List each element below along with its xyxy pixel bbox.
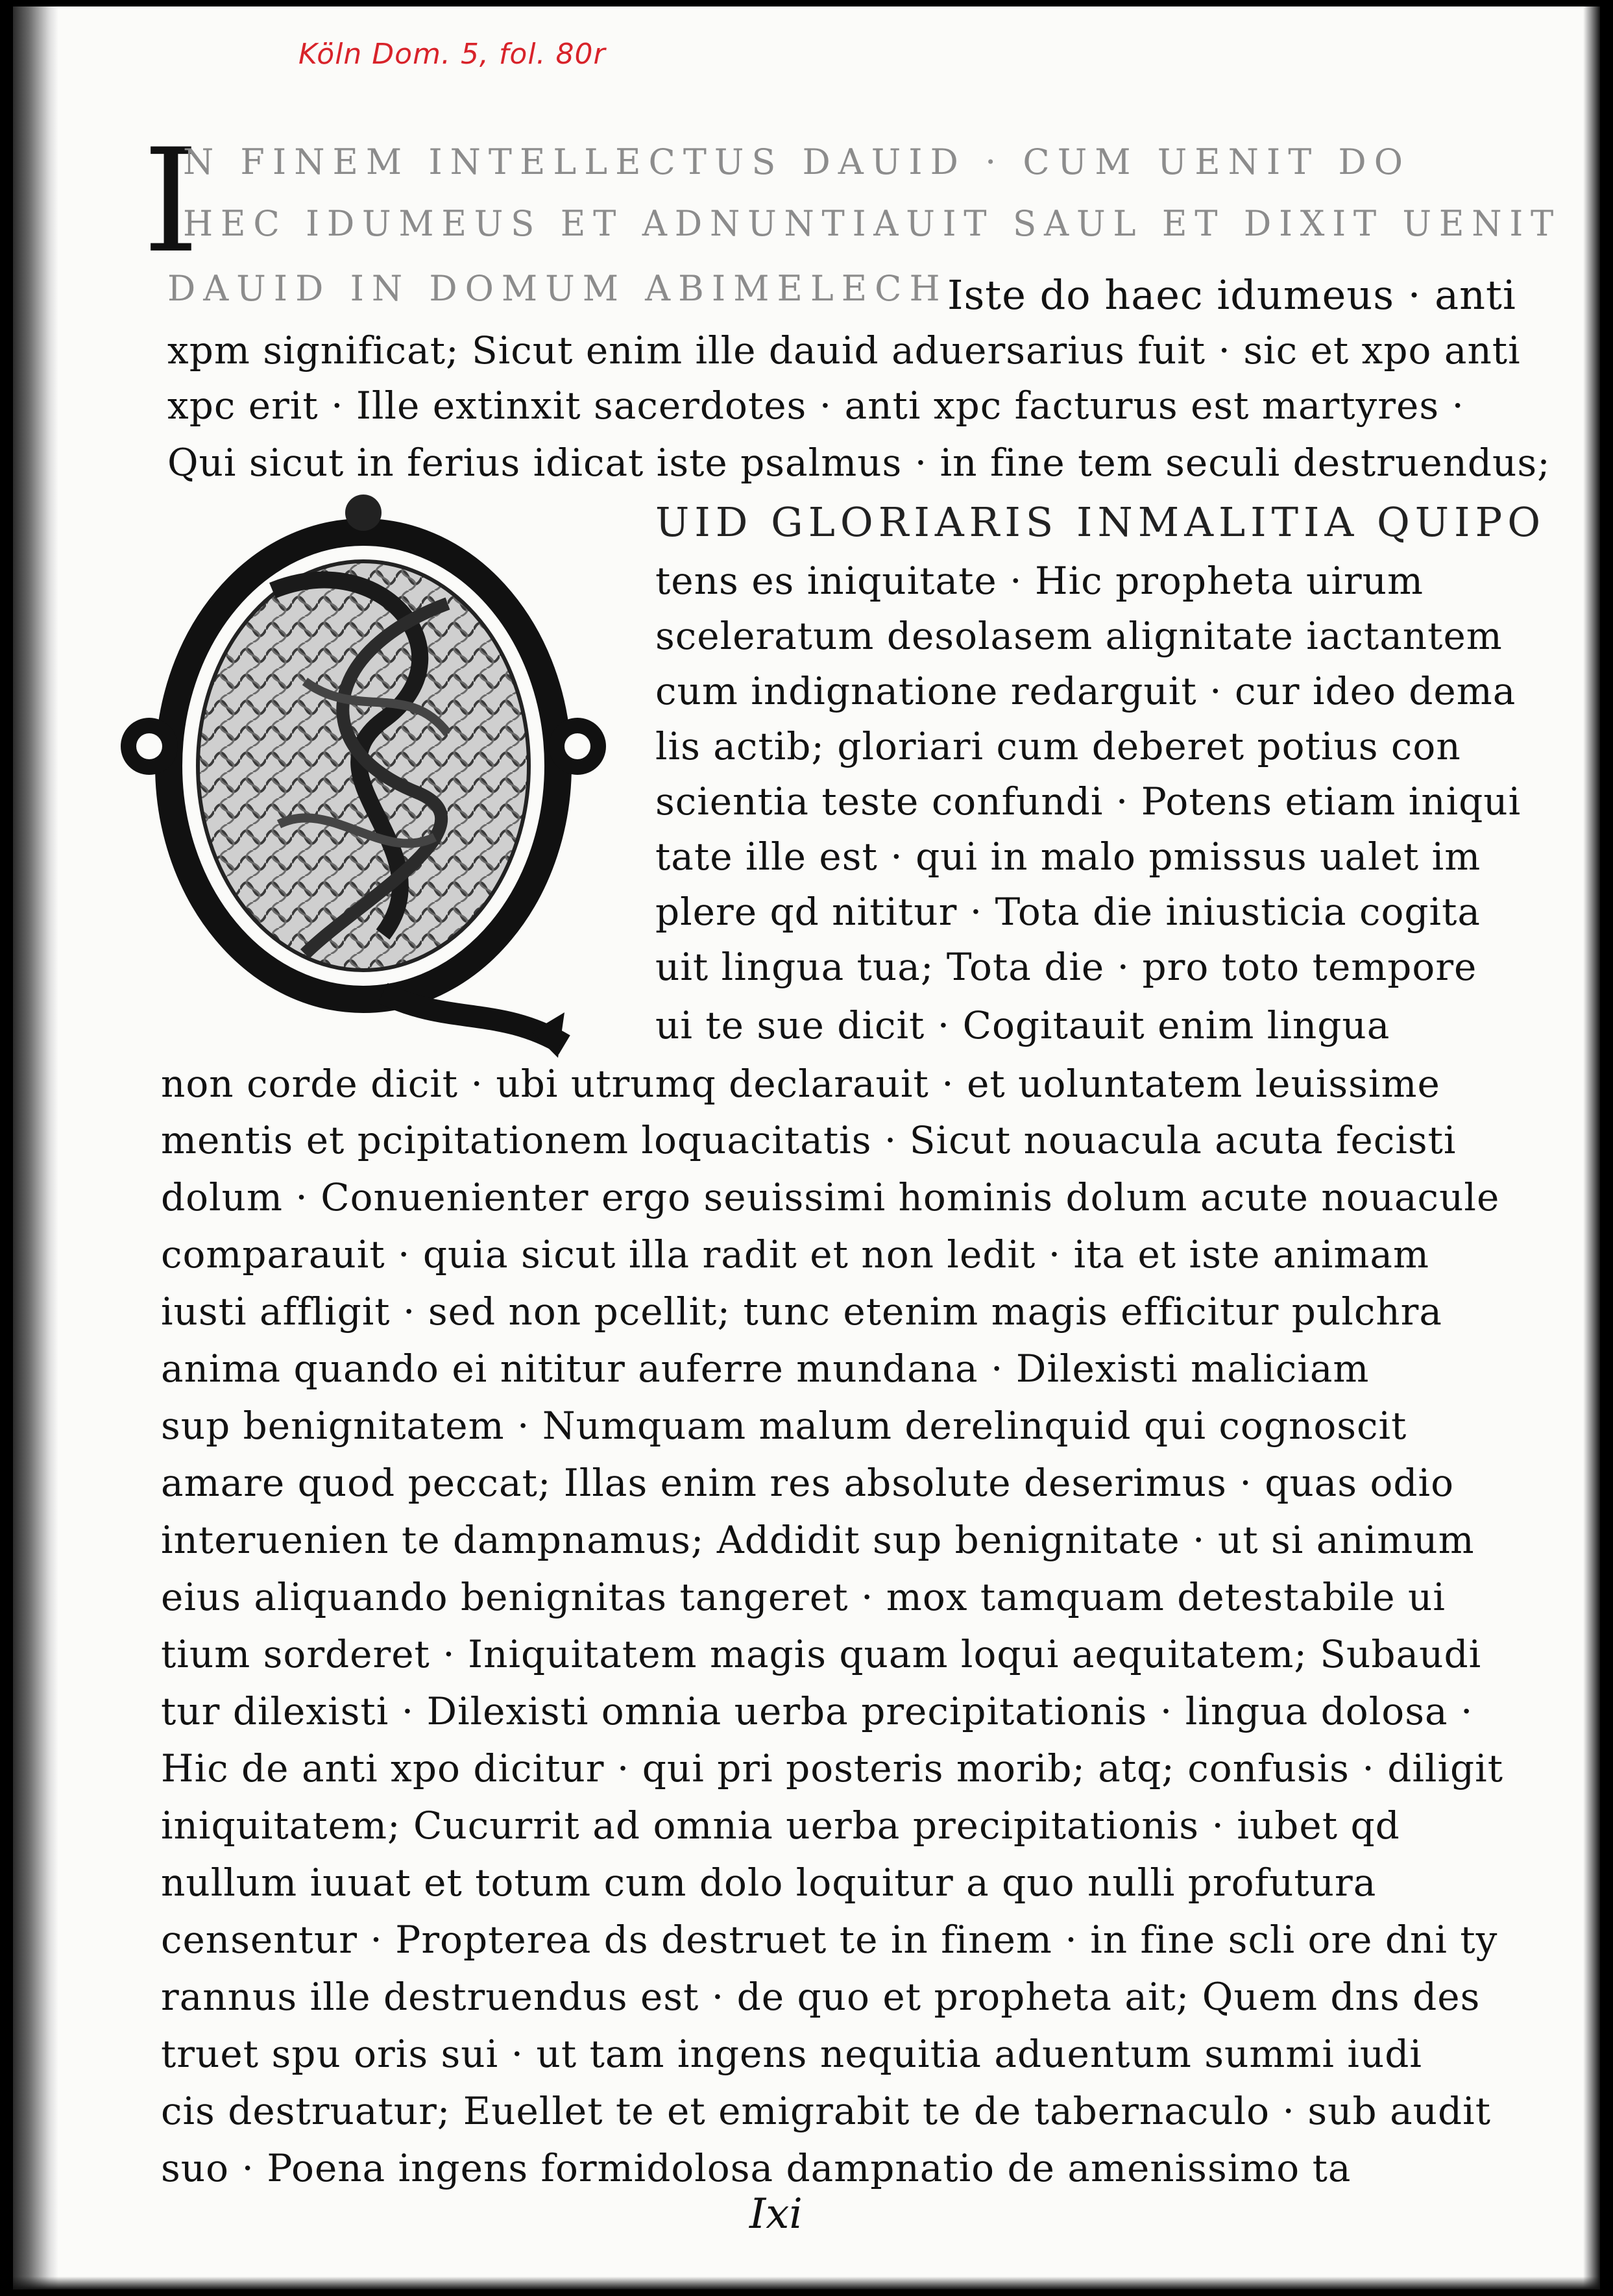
- body-line: tens es iniquitate · Hic propheta uirum: [655, 559, 1424, 603]
- manuscript-page: [13, 6, 1600, 2290]
- body-line: tium sorderet · Iniquitatem magis quam loqui aequitatem; Subaudi: [161, 1632, 1482, 1676]
- body-line: cum indignatione redarguit · cur ideo dema: [655, 669, 1516, 713]
- body-line: cis destruatur; Euellet te et emigrabit te de tabernaculo · sub audit: [161, 2089, 1492, 2133]
- body-line: ui te sue dicit · Cogitauit enim lingua: [655, 1003, 1390, 1047]
- decorated-initial-q-illumination: [110, 487, 616, 1071]
- body-line: anima quando ei nititur auferre mundana · Dilexisti maliciam: [161, 1347, 1370, 1391]
- body-line: plere qd nititur · Tota die iniusticia cogita: [655, 890, 1481, 934]
- body-line: Hic de anti xpo dicitur · qui pri posteris morib; atq; confusis · diligit: [161, 1746, 1504, 1790]
- rubric-line-3: DAUID IN DOMUM ABIMELECH: [167, 268, 948, 309]
- body-line: Qui sicut in ferius idicat iste psalmus · in fine tem seculi destruendus;: [167, 441, 1551, 485]
- archive-reference-note: Köln Dom. 5, fol. 80r: [298, 38, 606, 71]
- body-line: sup benignitatem · Numquam malum derelinquid qui cognoscit: [161, 1404, 1407, 1448]
- body-line: iniquitatem; Cucurrit ad omnia uerba precipitationis · iubet qd: [161, 1803, 1400, 1848]
- body-line: tur dilexisti · Dilexisti omnia uerba precipitationis · lingua dolosa ·: [161, 1689, 1474, 1733]
- body-line: truet spu oris sui · ut tam ingens nequitia aduentum summi iudi: [161, 2032, 1422, 2076]
- body-line: rannus ille destruendus est · de quo et propheta ait; Quem dns des: [161, 1975, 1481, 2019]
- psalm-incipit: UID GLORIARIS INMALITIA QUIPO: [655, 498, 1546, 546]
- body-line: uit lingua tua; Tota die · pro toto tempore: [655, 945, 1477, 989]
- body-line: iusti affligit · sed non pcellit; tunc etenim magis efficitur pulchra: [161, 1289, 1442, 1334]
- body-line: eius aliquando benignitas tangeret · mox tamquam detestabile ui: [161, 1575, 1446, 1619]
- body-line: dolum · Conuenienter ergo seuissimi hominis dolum acute nouacule: [161, 1175, 1500, 1219]
- body-line: censentur · Propterea ds destruet te in finem · in fine scli ore dni ty: [161, 1918, 1498, 1962]
- body-line: scientia teste confundi · Potens etiam iniqui: [655, 779, 1522, 824]
- rubric-line-1: N FINEM INTELLECTUS DAUID · CUM UENIT DO: [183, 141, 1411, 182]
- body-line: amare quod peccat; Illas enim res absolute deserimus · quas odio: [161, 1461, 1454, 1505]
- body-line: xpm significat; Sicut enim ille dauid aduersarius fuit · sic et xpo anti: [167, 328, 1521, 372]
- rubric-line-2: HEC IDUMEUS ET ADNUNTIAUIT SAUL ET DIXIT UENIT: [183, 203, 1562, 244]
- body-line: comparauit · quia sicut illa radit et non ledit · ita et iste animam: [161, 1232, 1429, 1276]
- body-line: tate ille est · qui in malo pmissus ualet im: [655, 835, 1481, 879]
- folio-number: Ixi: [749, 2190, 803, 2238]
- page-edge-shadow-right: [1583, 6, 1600, 2290]
- body-line: non corde dicit · ubi utrumq declarauit · et uoluntatem leuissime: [161, 1062, 1440, 1106]
- body-line: sceleratum desolasem alignitate iactantem: [655, 614, 1503, 658]
- body-line: nullum iuuat et totum cum dolo loquitur a quo nulli profutura: [161, 1861, 1377, 1905]
- page-edge-shadow-bottom: [13, 2277, 1600, 2290]
- page-edge-shadow-left: [13, 6, 58, 2290]
- rubric-initial: I: [143, 118, 199, 284]
- body-line: xpc erit · Ille extinxit sacerdotes · anti xpc facturus est martyres ·: [167, 384, 1464, 428]
- text-line-iste: Iste do haec idumeus · anti: [947, 271, 1516, 319]
- body-line: suo · Poena ingens formidolosa dampnatio de amenissimo ta: [161, 2146, 1352, 2190]
- body-line: interuenien te dampnamus; Addidit sup benignitate · ut si animum: [161, 1518, 1475, 1562]
- body-line: mentis et pcipitationem loquacitatis · Sicut nouacula acuta fecisti: [161, 1118, 1457, 1162]
- body-line: lis actib; gloriari cum deberet potius con: [655, 724, 1461, 768]
